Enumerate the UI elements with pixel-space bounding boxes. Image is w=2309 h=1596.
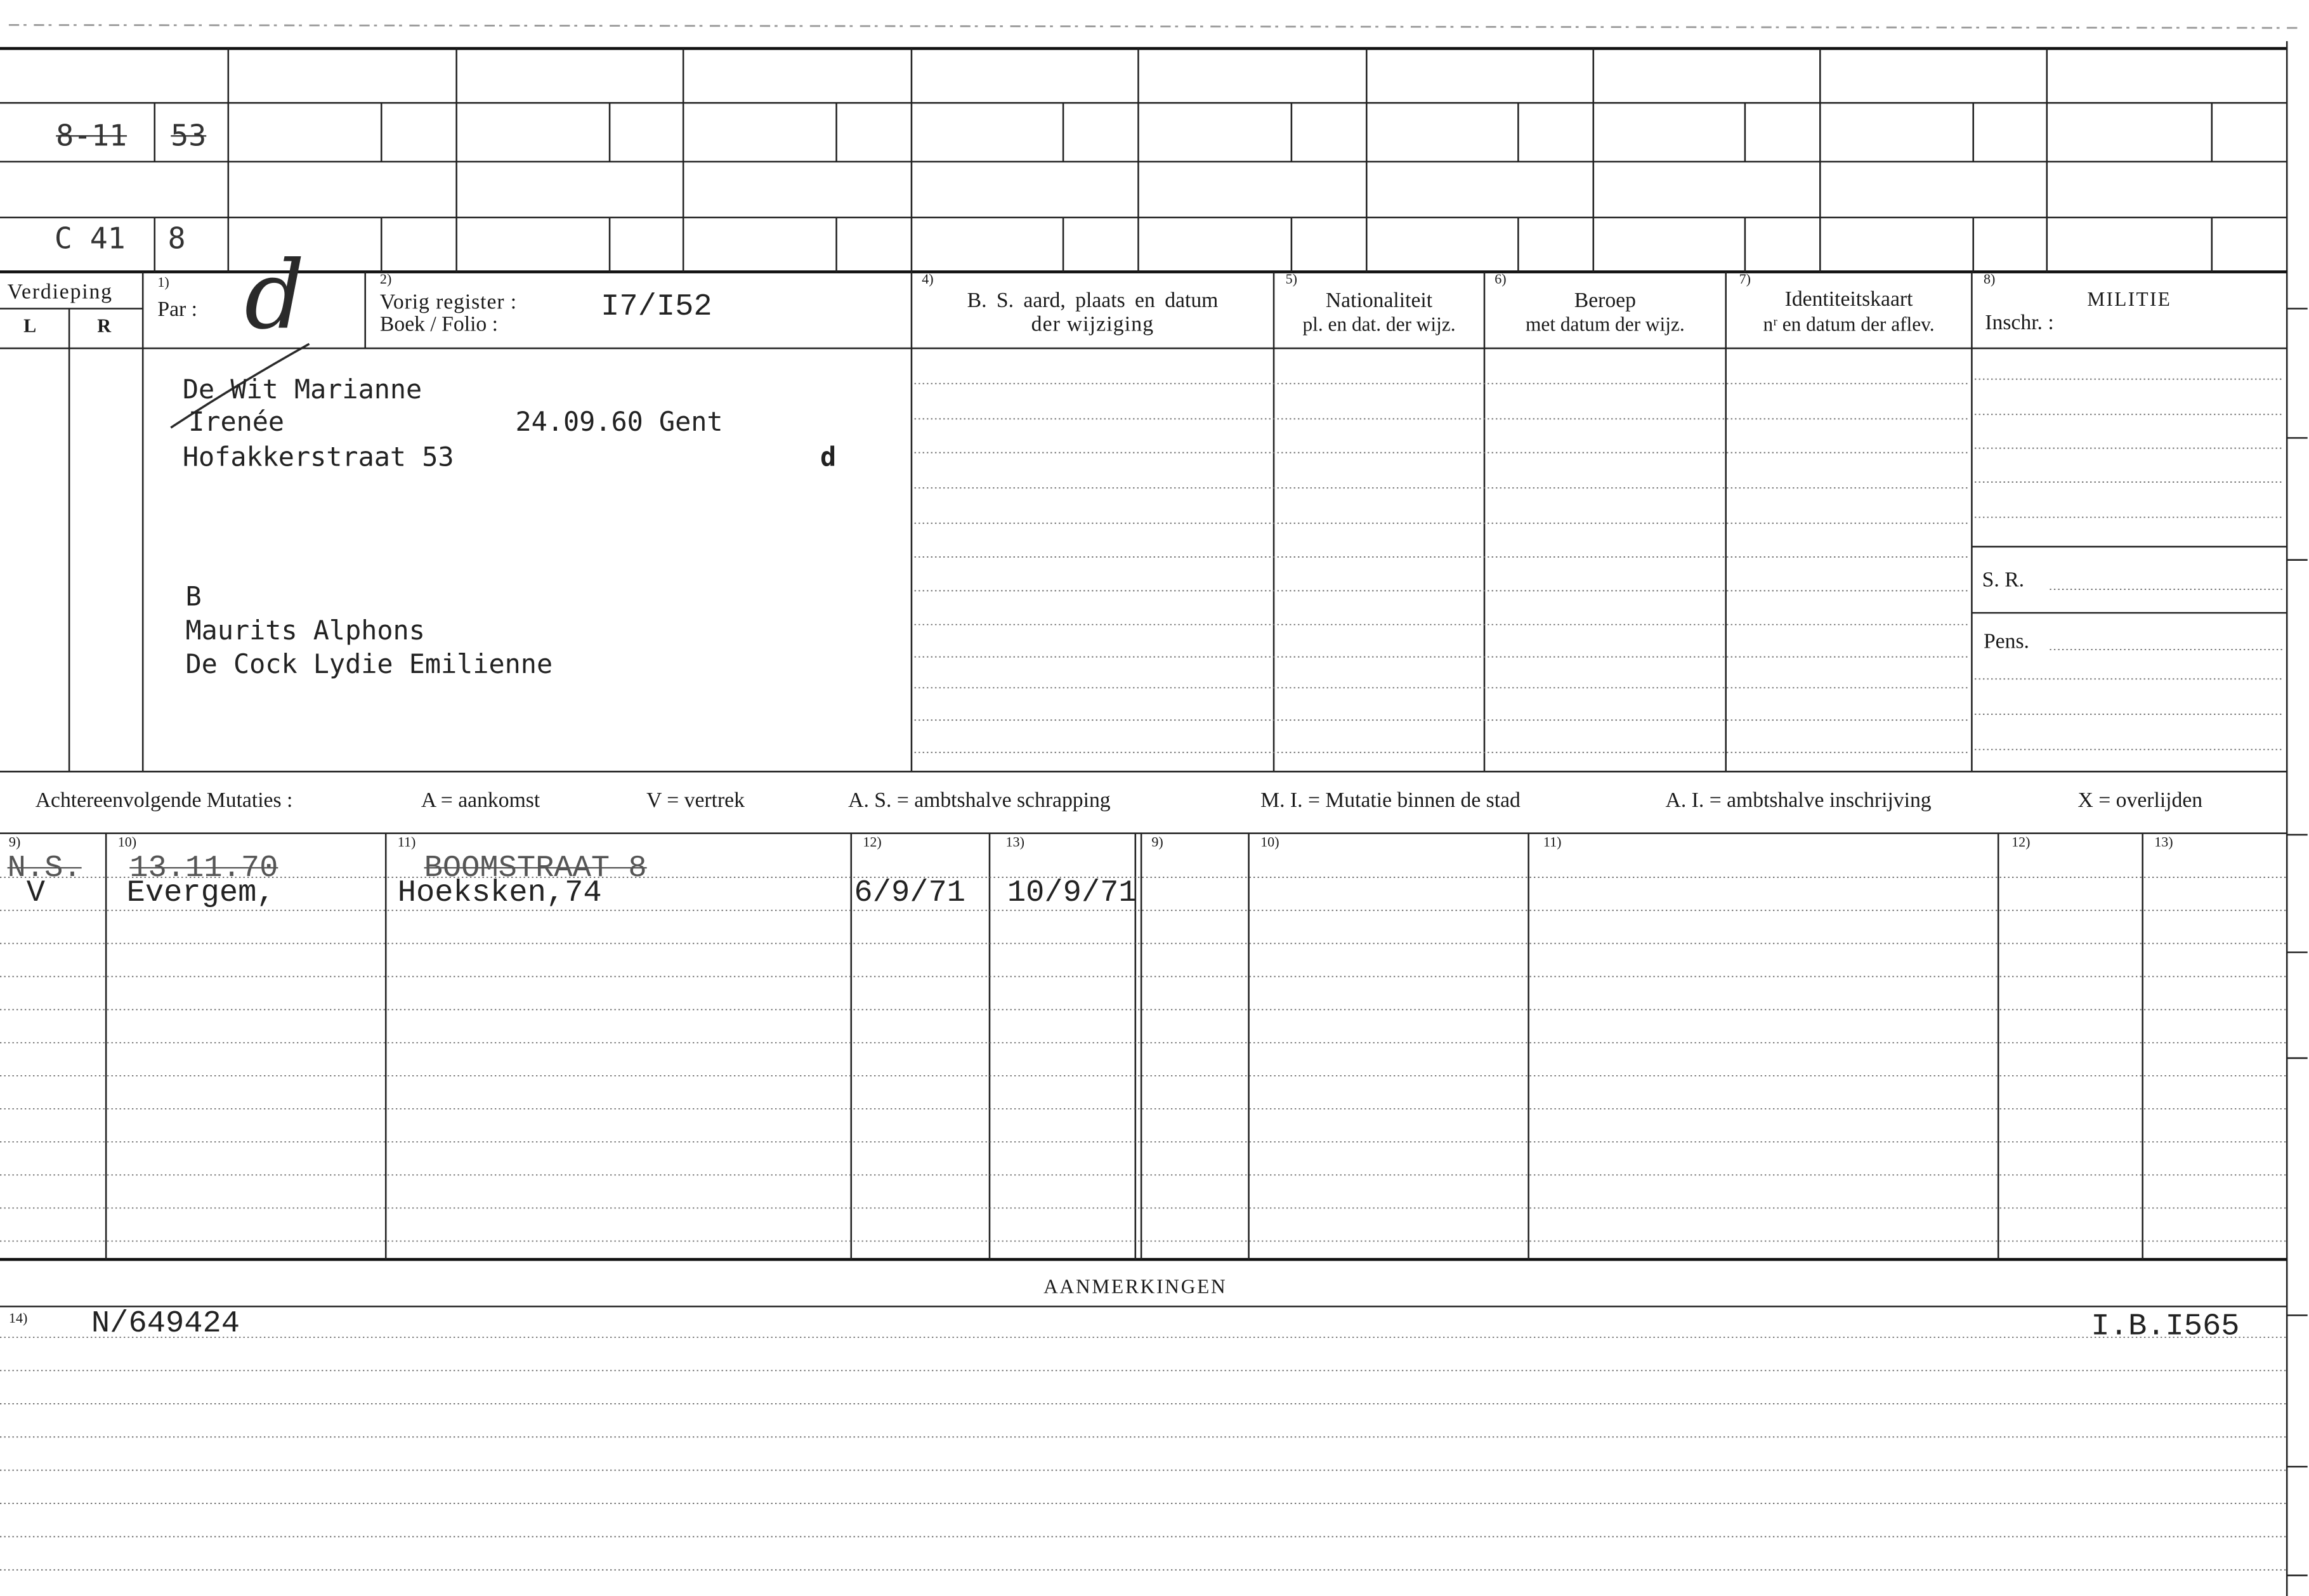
identiteitskaart-number: 7) (1739, 273, 1751, 289)
person-birth: 24.09.60 Gent (515, 407, 723, 438)
mutation-col-13b: 13) (2154, 836, 2173, 851)
nationaliteit-label-line2: pl. en dat. der wijz. (1302, 313, 1456, 336)
mutation-row2-code: V (26, 877, 46, 912)
person-father: Maurits Alphons (185, 615, 425, 647)
legend-item-vertrek: V = vertrek (646, 789, 745, 813)
bs-number: 4) (922, 273, 934, 289)
par-handwritten-value: d (244, 242, 305, 351)
boek-folio-label: Boek / Folio : (379, 313, 499, 337)
militie-title: MILITIE (2087, 288, 2172, 310)
remarks-code: I.B.I565 (2091, 1311, 2240, 1345)
mutation-col-11b: 11) (1543, 836, 1562, 851)
person-name: De Wit Marianne (182, 374, 422, 406)
ruling-line (9, 25, 2300, 28)
mutation-row1-address: BOOMSTRAAT 8 (424, 852, 647, 887)
verdieping-label: Verdieping (7, 280, 113, 304)
nationaliteit-label-line1: Nationaliteit (1325, 289, 1433, 313)
mutation-row2-date13: 10/9/71 (1007, 877, 1137, 912)
identiteitskaart-label-line1: Identiteitskaart (1784, 288, 1913, 312)
person-b-label: B (185, 582, 202, 613)
vorig-register-number: 2) (379, 273, 392, 289)
mutation-row2-date12: 6/9/71 (854, 877, 965, 912)
mutation-col-10b: 10) (1260, 836, 1279, 851)
par-label: Par : (157, 298, 198, 322)
mutation-row2-place: Evergem, (126, 877, 275, 912)
mutation-row1-code: N.S. (7, 852, 82, 887)
legend-item-aankomst: A = aankomst (421, 789, 540, 813)
mutation-col-9b: 9) (1151, 836, 1163, 851)
vorig-register-value: I7/I52 (601, 291, 712, 325)
legend-item-inschrijving: A. I. = ambtshalve inschrijving (1665, 789, 1932, 813)
top-grid-number-struck: 53 (171, 117, 207, 153)
verdieping-right-label: R (97, 314, 112, 337)
beroep-label-line1: Beroep (1574, 289, 1636, 313)
militie-number: 8) (1983, 273, 1996, 289)
legend-item-mutatie: M. I. = Mutatie binnen de stad (1260, 789, 1521, 813)
mutation-col-11: 11) (397, 836, 416, 851)
bs-label-line2: der wijziging (1031, 313, 1154, 337)
par-number: 1) (157, 276, 169, 291)
legend-title: Achtereenvolgende Mutaties : (35, 789, 293, 813)
militie-sr-label: S. R. (1982, 568, 2025, 592)
nationaliteit-number: 5) (1285, 273, 1297, 289)
beroep-label-line2: met datum der wijz. (1526, 313, 1685, 336)
verdieping-left-label: L (23, 314, 37, 337)
person-mark: d (820, 442, 837, 473)
mutation-col-10: 10) (117, 836, 137, 851)
top-grid-code-struck: 8-11 (56, 117, 128, 153)
mutation-col-12: 12) (863, 836, 882, 851)
militie-pens-label: Pens. (1983, 630, 2030, 654)
mutation-row2-address: Hoeksken,74 (397, 877, 602, 912)
person-given-name: Irenée (188, 407, 285, 438)
bs-label-line1: B. S. aard, plaats en datum (967, 289, 1219, 313)
legend-item-schrapping: A. S. = ambtshalve schrapping (848, 789, 1111, 813)
person-mother: De Cock Lydie Emilienne (185, 650, 553, 681)
identiteitskaart-label-line2: nʳ en datum der aflev. (1763, 313, 1935, 336)
mutation-col-9: 9) (8, 836, 21, 851)
mutation-row1-date: 13.11.70 (129, 852, 278, 887)
top-grid-code: C 41 (54, 220, 126, 256)
remarks-value: N/649424 (91, 1307, 240, 1342)
mutation-col-13: 13) (1005, 836, 1024, 851)
militie-inschr-label: Inschr. : (1985, 311, 2054, 336)
legend-item-overlijden: X = overlijden (2077, 789, 2203, 813)
person-address: Hofakkerstraat 53 (182, 442, 454, 473)
mutation-col-12b: 12) (2011, 836, 2031, 851)
vorig-register-label: Vorig register : (379, 291, 518, 315)
remarks-number: 14) (8, 1312, 28, 1328)
beroep-number: 6) (1495, 273, 1507, 289)
remarks-title: AANMERKINGEN (1043, 1275, 1227, 1298)
top-grid-number: 8 (167, 220, 186, 256)
